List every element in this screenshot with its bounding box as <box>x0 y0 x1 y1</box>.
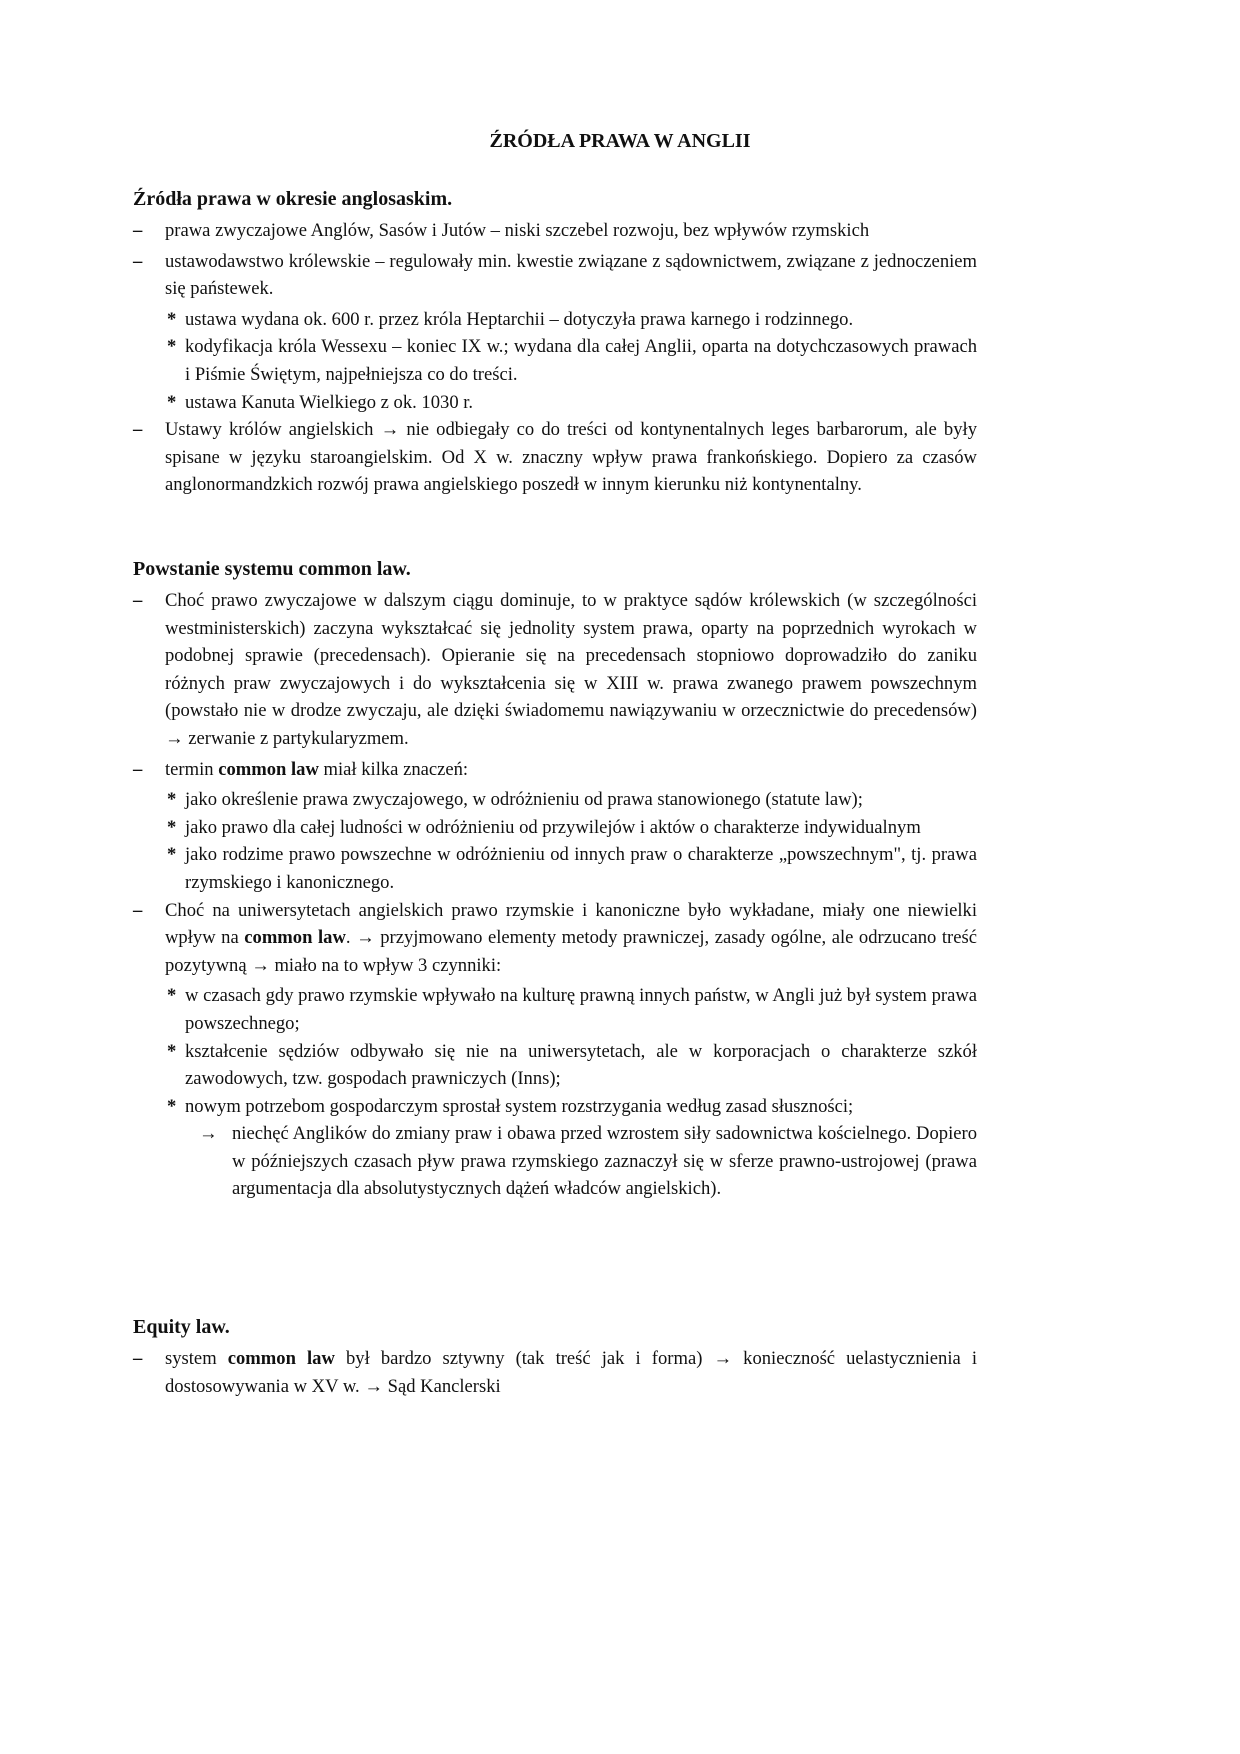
sub-list-item <box>133 786 977 814</box>
bullet-marker: * <box>167 985 177 1007</box>
sub-list-item <box>133 333 977 388</box>
item-text: Choć prawo zwyczajowe w dalszym ciągu dominuje, to w praktyce sądów królewskich (w szczególności westministerskich) zaczyna wykształcać się jednolity system prawa, oparty na poprzednich wyrokach w podobnej sprawie (precedensach). Opieranie się na precedensach stopniowo doprowadziło do zaniku różnych praw zwyczajowych i do wykształcenia się w XIII w. prawa zwanego prawem powszechnym (powstało nie w drodze zwyczaju, ale dzięki świadomemu nawiązywaniu w orzecznictwie do precedensów) → zerwanie z partykularyzmem. <box>165 590 977 749</box>
item-text: niechęć Anglików do zmiany praw i obawa przed wzrostem siły sadownictwa kościelnego. Dopiero w późniejszych czasach pływ prawa rzymskiego zaznaczył się w sferze prawno-ustrojowej (prawa argumentacja dla absolutystycznych dążeń władców angielskich). <box>232 1123 977 1200</box>
bold-term: common law <box>227 1348 335 1369</box>
sub-list-item <box>133 389 977 417</box>
item-text: w czasach gdy prawo rzymskie wpływało na kulturę prawną innych państw, w Angli już był system prawa powszechnego; <box>185 985 977 1034</box>
item-text: nowym potrzebom gospodarczym sprostał system rozstrzygania według zasad słuszności; <box>185 1095 854 1117</box>
bullet-marker: – <box>133 419 143 441</box>
section-heading: Powstanie systemu common law. <box>133 558 411 580</box>
item-text: jako prawo dla całej ludności w odróżnieniu od przywilejów i aktów o charakterze indywidualnym <box>185 816 921 838</box>
bullet-marker: * <box>167 1095 177 1117</box>
item-text: termin <box>165 758 219 780</box>
section-heading: Źródła prawa w okresie anglosaskim. <box>133 188 453 210</box>
list-item <box>133 897 977 980</box>
item-text: jako rodzime prawo powszechne w odróżnieniu od innych praw o charakterze „powszechnym", tj. prawa rzymskiego i kanonicznego. <box>185 844 977 893</box>
bullet-marker: – <box>133 250 143 272</box>
bullet-marker: – <box>133 899 143 921</box>
list-item <box>133 756 977 784</box>
item-text: ustawa wydana ok. 600 r. przez króla Heptarchii – dotyczyła prawa karnego i rodzinnego. <box>185 308 854 330</box>
bullet-marker: * <box>167 336 177 358</box>
sub-list-item <box>133 982 977 1037</box>
item-text: kształcenie sędziów odbywało się nie na uniwersytetach, ale w korporacjach o charakterze szkół zawodowych, tzw. gospodach prawniczych (Inns); <box>185 1040 977 1090</box>
item-text: kodyfikacja króla Wessexu – koniec IX w.; wydana dla całej Anglii, oparta na dotychczasowych prawach i Piśmie Świętym, najpełniejsza co do treści. <box>185 336 977 385</box>
item-text: Choć na uniwersytetach angielskich prawo rzymskie i kanoniczne było wykładane, miały one niewielki wpływ na <box>165 899 977 949</box>
item-text: ustawodawstwo królewskie – regulowały min. kwestie związane z sądownictwem, związane z jednoczeniem się państewek. <box>165 250 977 300</box>
list-item <box>133 416 977 499</box>
item-text: miał kilka znaczeń: <box>318 758 469 780</box>
item-text: był bardzo sztywny (tak treść jak i forma) → konieczność uelastycznienia i dostosowywania w XV w. → Sąd Kanclerski <box>165 1348 977 1397</box>
sub-list-item <box>133 1038 977 1093</box>
bullet-marker: * <box>167 308 177 330</box>
section-anglo-saxon <box>133 185 977 502</box>
bullet-marker: – <box>133 220 143 241</box>
bullet-marker: * <box>167 816 177 838</box>
list-item <box>133 1345 977 1400</box>
bullet-marker: – <box>133 590 143 611</box>
list-item <box>133 248 977 303</box>
bullet-marker: – <box>133 758 143 780</box>
sub-list-item <box>133 306 977 334</box>
sub-list-item <box>133 1120 977 1203</box>
item-text: . → przyjmowano elementy metody prawniczej, zasady ogólne, ale odrzucano treść pozytywną → miało na to wpływ 3 czynniki: <box>165 927 977 976</box>
bullet-marker: * <box>167 391 177 413</box>
section-common-law <box>133 555 977 1203</box>
bold-term: common law <box>218 758 319 780</box>
list-item <box>133 587 977 753</box>
bullet-marker: * <box>167 1040 177 1062</box>
sub-list-item <box>133 814 977 842</box>
list-item <box>133 217 977 245</box>
item-text: ustawa Kanuta Wielkiego z ok. 1030 r. <box>185 391 474 413</box>
item-text: prawa zwyczajowe Anglów, Sasów i Jutów – niski szczebel rozwoju, bez wpływów rzymskich <box>165 220 870 241</box>
bold-term: common law <box>244 927 346 949</box>
item-text: Ustawy królów angielskich → nie odbiegały co do treści od kontynentalnych leges barbarorum, ale były spisane w języku staroangielskim. Od X w. znaczny wpływ prawa frankońskiego. Dopiero za czasów anglonormandzkich rozwój prawa angielskiego poszedł w innym kierunku niż kontynentalny. <box>165 419 977 496</box>
bullet-marker: → <box>199 1123 218 1145</box>
bullet-marker: – <box>133 1348 143 1369</box>
bullet-marker: * <box>167 789 177 811</box>
document-title: ŹRÓDŁA PRAWA W ANGLII <box>489 130 751 152</box>
item-text: system <box>165 1348 228 1369</box>
section-heading: Equity law. <box>133 1316 230 1338</box>
section-equity-law <box>133 1313 977 1403</box>
sub-list-item <box>133 1093 977 1121</box>
item-text: jako określenie prawa zwyczajowego, w odróżnieniu od prawa stanowionego (statute law); <box>185 789 863 811</box>
sub-list-item <box>133 841 977 896</box>
bullet-marker: * <box>167 844 177 866</box>
